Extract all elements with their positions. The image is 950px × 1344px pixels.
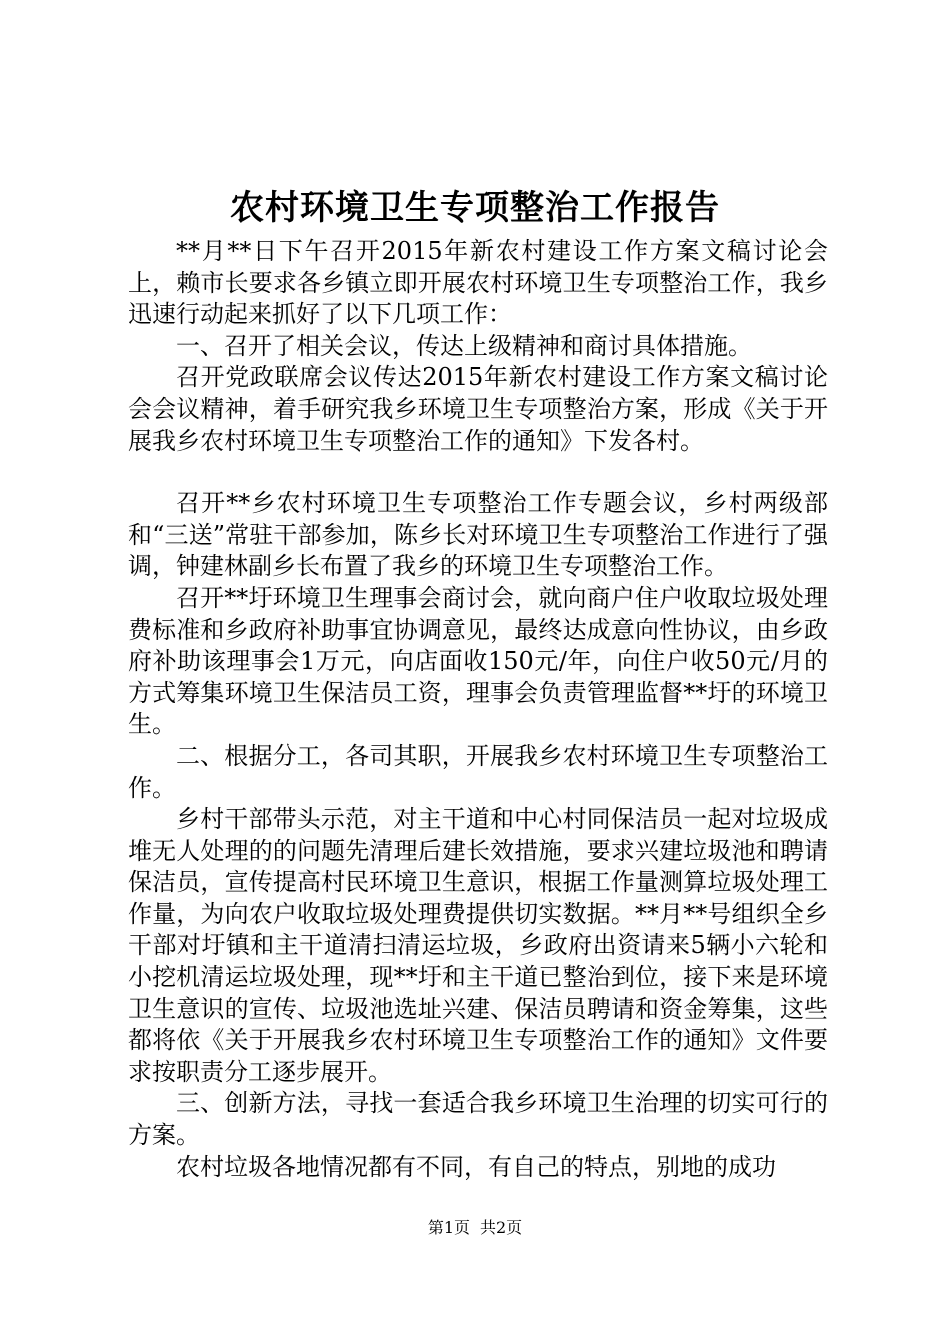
- paragraph-council-meeting: 召开**圩环境卫生理事会商讨会，就向商户住户收取垃圾处理费标准和乡政府补助事宜协调意见，最终达成意向性协议，由乡政府补助该理事会1万元，向店面收150元/年，向住户收50元/月的方式筹集环境卫生保洁员工资，理事会负责管理监督**圩的环境卫生。: [128, 583, 828, 739]
- document-title: 农村环境卫生专项整治工作报告: [230, 188, 720, 228]
- paragraph-cadre-demonstration: 乡村干部带头示范，对主干道和中心村同保洁员一起对垃圾成堆无人处理的的问题先清理后建长效措施，要求兴建垃圾池和聘请保洁员，宣传提高村民环境卫生意识，根据工作量测算垃圾处理工作量，为向农户收取垃圾处理费提供切实数据。**月**号组织全乡干部对圩镇和主干道清扫清运垃圾，乡政府出资请来5辆小六轮和小挖机清运垃圾处理，现**圩和主干道已整治到位，接下来是环境卫生意识的宣传、垃圾池选址兴建、保洁员聘请和资金筹集，这些都将依《关于开展我乡农村环境卫生专项整治工作的通知》文件要求按职责分工逐步展开。: [128, 805, 828, 1086]
- page-number: 第1页: [427, 1218, 470, 1237]
- section-heading-3: 三、创新方法，寻找一套适合我乡环境卫生治理的切实可行的方案。: [128, 1089, 828, 1150]
- page-footer: [0, 1217, 950, 1239]
- section-heading-1: 一、召开了相关会议，传达上级精神和商讨具体措施。: [176, 331, 752, 360]
- section-heading-2: 二、根据分工，各司其职，开展我乡农村环境卫生专项整治工作。: [128, 741, 828, 802]
- page-total: 共2页: [480, 1218, 523, 1237]
- paragraph-party-meeting: 召开党政联席会议传达2015年新农村建设工作方案文稿讨论会会议精神，着手研究我乡环境卫生专项整治方案，形成《关于开展我乡农村环境卫生专项整治工作的通知》下发各村。: [128, 363, 828, 455]
- document-body: [128, 236, 828, 1183]
- paragraph-special-meeting: 召开**乡农村环境卫生专项整治工作专题会议，乡村两级部和“三送”常驻干部参加，陈乡长对环境卫生专项整治工作进行了强调，钟建林副乡长布置了我乡的环境卫生专项整治工作。: [128, 489, 828, 581]
- paragraph-intro: **月**日下午召开2015年新农村建设工作方案文稿讨论会上，赖市长要求各乡镇立即开展农村环境卫生专项整治工作，我乡迅速行动起来抓好了以下几项工作：: [128, 237, 828, 329]
- paragraph-rural-garbage: 农村垃圾各地情况都有不同，有自己的特点，别地的成功: [176, 1152, 776, 1181]
